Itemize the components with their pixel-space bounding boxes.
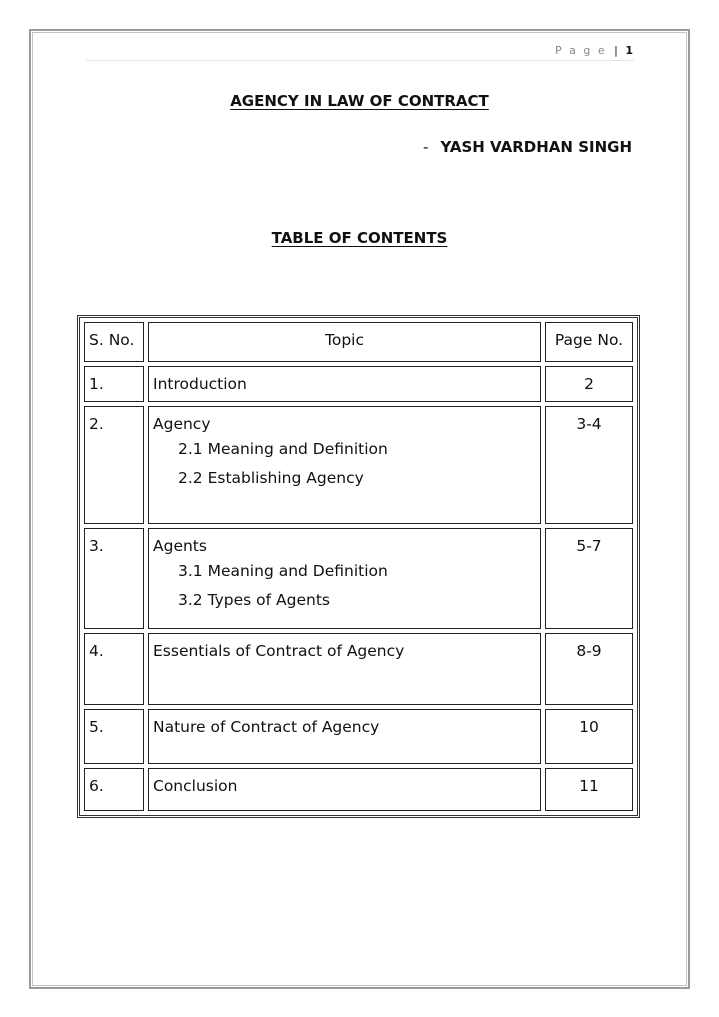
toc-heading-text: TABLE OF CONTENTS (271, 229, 448, 247)
row-topic: Agents (153, 537, 207, 555)
toc-header-row (84, 322, 633, 362)
table-row (84, 768, 633, 811)
header-topic: Topic (148, 322, 541, 362)
row-topic-cell (148, 528, 541, 629)
row-topic-cell (148, 406, 541, 524)
table-row (84, 528, 633, 629)
table-row (84, 709, 633, 764)
row-page: 11 (545, 768, 633, 811)
subitem-list (153, 435, 536, 493)
toc-heading (0, 229, 719, 247)
document-title (0, 92, 719, 110)
page-number: 1 (625, 44, 633, 57)
row-page: 3-4 (545, 406, 633, 524)
author-line (423, 138, 632, 156)
row-sno: 1. (84, 366, 144, 402)
header-sno: S. No. (84, 322, 144, 362)
table-row (84, 633, 633, 705)
row-page: 2 (545, 366, 633, 402)
page-header (555, 44, 633, 57)
row-page: 5-7 (545, 528, 633, 629)
row-topic: Introduction (148, 366, 541, 402)
row-sno: 2. (84, 406, 144, 524)
table-row (84, 406, 633, 524)
header-rule (86, 60, 634, 61)
row-sno: 3. (84, 528, 144, 629)
author-name: YASH VARDHAN SINGH (440, 138, 632, 156)
row-topic: Agency (153, 415, 211, 433)
subitem: 2.1 Meaning and Definition (178, 440, 388, 458)
subitem-list (153, 557, 536, 615)
subitem: 3.2 Types of Agents (178, 591, 331, 609)
row-sno: 6. (84, 768, 144, 811)
table-row (84, 366, 633, 402)
row-page: 8-9 (545, 633, 633, 705)
row-sno: 4. (84, 633, 144, 705)
row-sno: 5. (84, 709, 144, 764)
author-dash: - (423, 138, 429, 156)
page-header-label: P a g e (555, 44, 607, 57)
row-topic: Conclusion (148, 768, 541, 811)
subitem: 3.1 Meaning and Definition (178, 562, 388, 580)
row-topic: Essentials of Contract of Agency (148, 633, 541, 705)
page-header-separator: | (614, 44, 618, 57)
row-topic: Nature of Contract of Agency (148, 709, 541, 764)
subitem: 2.2 Establishing Agency (178, 469, 364, 487)
document-title-text: AGENCY IN LAW OF CONTRACT (230, 92, 489, 110)
header-page: Page No. (545, 322, 633, 362)
toc-table (77, 315, 640, 818)
row-page: 10 (545, 709, 633, 764)
